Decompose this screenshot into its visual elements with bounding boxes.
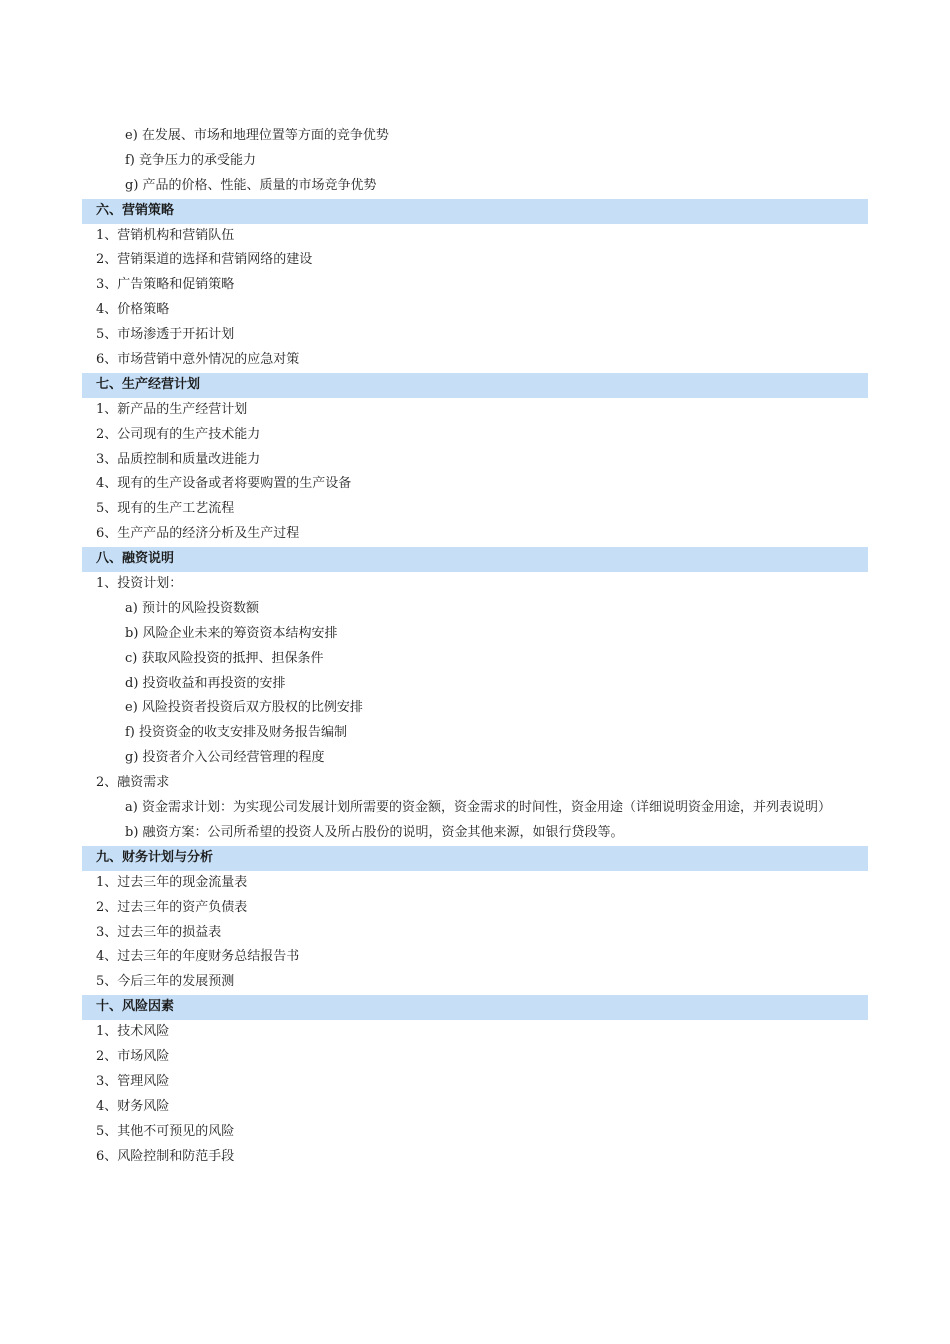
sub-list-item: g) 投资者介入公司经营管理的程度 [125,750,325,766]
list-item: 2、公司现有的生产技术能力 [96,426,261,442]
list-item: 1、投资计划： [96,576,183,592]
list-item: f) 竞争压力的承受能力 [125,152,257,168]
list-item: 3、管理风险 [96,1073,170,1089]
sub-list-item: a) 预计的风险投资数额 [125,600,259,616]
document-page [82,124,868,1169]
section-heading-financing: 八、融资说明 [82,547,868,572]
list-item: 1、技术风险 [96,1024,170,1040]
section-heading-risk: 十、风险因素 [82,995,868,1020]
list-item: 3、广告策略和促销策略 [96,277,235,293]
list-item: g) 产品的价格、性能、质量的市场竞争优势 [125,177,377,193]
list-item: e) 在发展、市场和地理位置等方面的竞争优势 [125,128,389,143]
list-item: 5、现有的生产工艺流程 [96,501,235,517]
sub-list-item: d) 投资收益和再投资的安排 [125,675,286,691]
list-item: 4、价格策略 [96,302,170,318]
list-item: 4、财务风险 [96,1098,170,1114]
paragraph-financing-scheme: b) 融资方案：公司所希望的投资人及所占股份的说明，资金其他来源，如银行贷段等。 [125,824,624,840]
list-item: 6、风险控制和防范手段 [96,1148,235,1164]
list-item: 1、过去三年的现金流量表 [96,874,248,890]
section-heading-marketing: 六、营销策略 [82,199,868,224]
list-item: 5、其他不可预见的风险 [96,1123,235,1139]
list-item: 3、品质控制和质量改进能力 [96,451,261,467]
section-heading-finance: 九、财务计划与分析 [82,846,868,871]
sub-list-item: c) 获取风险投资的抵押、担保条件 [125,650,324,666]
sub-list-item: b) 风险企业未来的筹资资本结构安排 [125,625,338,641]
list-item: 6、生产产品的经济分析及生产过程 [96,526,300,542]
list-item: 5、今后三年的发展预测 [96,974,235,990]
list-item: 4、现有的生产设备或者将要购置的生产设备 [96,476,352,492]
list-item: 6、市场营销中意外情况的应急对策 [96,352,300,368]
list-item: 2、营销渠道的选择和营销网络的建设 [96,252,313,268]
sub-list-item: e) 风险投资者投资后双方股权的比例安排 [125,700,363,716]
sub-list-item: f) 投资资金的收支安排及财务报告编制 [125,725,348,741]
section-heading-production: 七、生产经营计划 [82,373,868,398]
list-item: 2、融资需求 [96,775,170,791]
list-item: 3、过去三年的损益表 [96,924,222,940]
list-item: 5、市场渗透于开拓计划 [96,327,235,343]
list-item: 2、市场风险 [96,1048,170,1064]
paragraph-funding-plan: a) 资金需求计划：为实现公司发展计划所需要的资金额，资金需求的时间性，资金用途（详细说明资金用途，并列表说明） [125,800,831,816]
list-item: 4、过去三年的年度财务总结报告书 [96,949,300,965]
list-item: 2、过去三年的资产负债表 [96,899,248,915]
list-item: 1、营销机构和营销队伍 [96,227,235,243]
list-item: 1、新产品的生产经营计划 [96,401,248,417]
